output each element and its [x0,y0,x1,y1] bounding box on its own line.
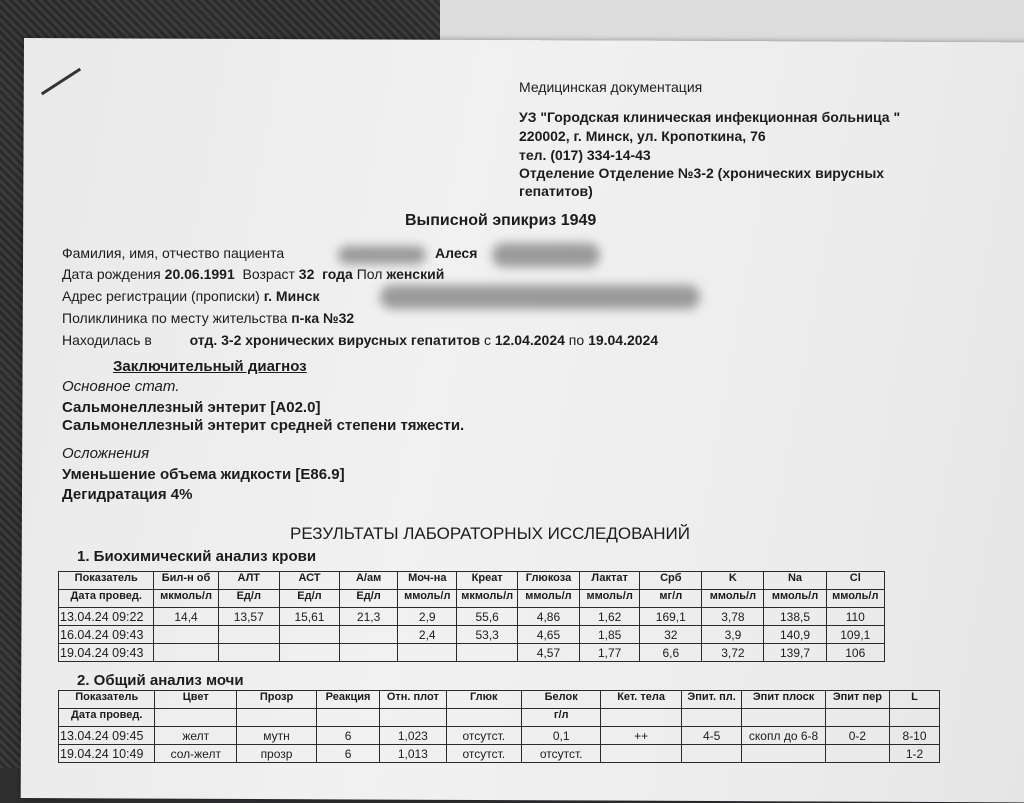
date-cell: 19.04.24 09:43 [59,644,154,662]
column-header [446,709,522,727]
value-cell [218,644,279,662]
value-cell: желт [155,727,237,745]
column-header: Белок [522,691,601,709]
dob-label: Дата рождения [62,266,161,282]
from-label: с [483,332,491,348]
main-diagnosis-1: Сальмонеллезный энтерит [A02.0] [62,399,321,416]
column-header [601,709,682,727]
value-cell: 3,9 [702,626,764,644]
stay-label: Находилась в [62,332,152,348]
column-header: Эпит пер [825,691,889,709]
column-header: ммоль/л [517,590,579,608]
dob: 20.06.1991 [164,266,235,282]
column-header: Дата провед. [59,590,154,608]
column-header [380,709,446,727]
urine-test-title: 2. Общий анализ мочи [77,672,244,689]
value-cell: 21,3 [340,608,398,626]
value-cell: 139,7 [764,644,826,662]
column-header: ммоль/л [580,590,640,608]
header-row [59,572,885,590]
value-cell: 1,023 [380,727,446,745]
column-header: Дата провед. [59,709,155,727]
date-cell: 13.04.24 09:45 [59,727,155,745]
date-cell: 19.04.24 10:49 [59,745,155,763]
column-header: Реакция [316,691,379,709]
age-label: Возраст [242,266,295,282]
clinic-line [62,310,354,326]
column-header: ммоль/л [702,590,764,608]
value-cell [340,644,398,662]
value-cell: 140,9 [764,626,826,644]
redaction [380,285,700,309]
redaction [338,246,426,264]
value-cell: 110 [826,608,884,626]
value-cell: 53,3 [457,626,518,644]
column-header [681,709,741,727]
value-cell: 169,1 [640,608,702,626]
value-cell: 0-2 [825,727,889,745]
address: г. Минск [263,288,320,304]
column-header: Срб [640,572,702,590]
complication-1: Уменьшение объема жидкости [E86.9] [62,466,345,483]
column-header: Na [764,572,826,590]
value-cell: скопл до 6-8 [742,727,825,745]
value-cell [457,644,518,662]
doc-type: Медицинская документация [519,79,703,95]
value-cell: 6,6 [640,644,702,662]
table-row [59,745,940,763]
value-cell: 4,86 [517,608,579,626]
value-cell: отсутст. [446,727,522,745]
column-header [316,709,379,727]
column-header: Лактат [580,572,640,590]
value-cell: 106 [826,644,884,662]
value-cell: мутн [237,727,317,745]
value-cell [742,745,825,763]
value-cell [279,644,339,662]
department-line-2: гепатитов) [519,183,593,199]
value-cell: 1,62 [580,608,640,626]
column-header: Эпит плоск [742,691,825,709]
urine-test-table [58,690,940,763]
main-diagnosis-2: Сальмонеллезный энтерит средней степени тяжести. [62,417,465,434]
date-from: 12.04.2024 [494,332,565,348]
value-cell: 3,72 [702,644,764,662]
blood-test-table [58,571,885,662]
name-label: Фамилия, имя, отчество пациента [62,245,285,261]
to-label: по [568,332,585,348]
column-header: А/ам [340,572,398,590]
value-cell [154,644,218,662]
value-cell: 15,61 [279,608,339,626]
value-cell: 1,013 [380,745,446,763]
column-header: Бил-н об [154,572,218,590]
value-cell [279,626,339,644]
value-cell [398,644,457,662]
column-header [742,709,825,727]
address-line [62,288,319,304]
column-header: АСТ [279,572,339,590]
sex: женский [386,266,445,282]
column-header: Моч-на [398,572,457,590]
value-cell: 8-10 [890,727,940,745]
department-line-1: Отделение Отделение №3-2 (хронических вирусных [519,165,885,181]
sex-label: Пол [356,266,383,282]
value-cell [825,745,889,763]
age: 32 [298,266,315,282]
value-cell: 14,4 [154,608,218,626]
institution-phone: тел. (017) 334-14-43 [519,147,651,163]
blood-test-title: 1. Биохимический анализ крови [77,548,317,565]
value-cell: 2,4 [398,626,457,644]
column-header [825,709,889,727]
header-row [59,691,940,709]
clinic: п-ка №32 [291,310,355,326]
column-header: Эпит. пл. [681,691,741,709]
lab-results-heading: РЕЗУЛЬТАТЫ ЛАБОРАТОРНЫХ ИССЛЕДОВАНИЙ [290,524,690,543]
column-header [155,709,237,727]
value-cell: 138,5 [764,608,826,626]
value-cell: 13,57 [218,608,279,626]
column-header: Ед/л [218,590,279,608]
column-header: K [702,572,764,590]
value-cell: 55,6 [457,608,518,626]
main-diagnosis-label: Основное стат. [62,378,180,395]
stay-line [62,332,658,348]
value-cell: 6 [316,745,379,763]
value-cell: 1,77 [580,644,640,662]
column-header: ммоль/л [398,590,457,608]
column-header: Показатель [59,572,154,590]
institution-address: 220002, г. Минск, ул. Кропоткина, 76 [519,128,766,144]
value-cell: 1,85 [580,626,640,644]
header-row [59,590,885,608]
value-cell: 4,57 [517,644,579,662]
value-cell: 0,1 [522,727,601,745]
clinic-label: Поликлиника по месту жительства [62,310,288,326]
table-row [59,608,885,626]
complication-2: Дегидратация 4% [62,486,193,503]
column-header: L [890,691,940,709]
value-cell: 109,1 [826,626,884,644]
column-header: АЛТ [218,572,279,590]
column-header: Показатель [59,691,155,709]
value-cell [218,626,279,644]
stay-department: отд. 3-2 хронических вирусных гепатитов [189,332,481,348]
column-header: Ед/л [340,590,398,608]
diagnosis-heading: Заключительный диагноз [113,358,307,375]
value-cell: 2,9 [398,608,457,626]
column-header: Глюкоза [517,572,579,590]
column-header: г/л [522,709,601,727]
value-cell [601,745,682,763]
value-cell: 6 [316,727,379,745]
value-cell: прозр [237,745,317,763]
value-cell: отсутст. [446,745,522,763]
value-cell [154,626,218,644]
redaction [492,243,600,267]
column-header: Отн. плот [380,691,446,709]
value-cell: отсутст. [522,745,601,763]
date-cell: 13.04.24 09:22 [59,608,154,626]
document-title: Выписной эпикриз 1949 [405,212,597,229]
table-row [59,727,940,745]
complications-label: Осложнения [62,445,150,462]
value-cell: 4-5 [681,727,741,745]
column-header: мг/л [640,590,702,608]
column-header: Cl [826,572,884,590]
dob-line [62,266,444,282]
age-unit: года [322,266,353,282]
column-header [237,709,317,727]
value-cell: 4,65 [517,626,579,644]
value-cell: 32 [640,626,702,644]
table-row [59,626,885,644]
header-row [59,709,940,727]
value-cell: сол-желт [155,745,237,763]
column-header: Глюк [446,691,522,709]
column-header: Цвет [155,691,237,709]
table-row [59,644,885,662]
date-to: 19.04.2024 [588,332,659,348]
date-cell: 16.04.24 09:43 [59,626,154,644]
column-header: ммоль/л [764,590,826,608]
column-header: Прозр [237,691,317,709]
address-label: Адрес регистрации (прописки) [62,288,260,304]
column-header: Ед/л [279,590,339,608]
value-cell: ++ [601,727,682,745]
first-name: Алеся [435,245,478,261]
column-header: ммоль/л [826,590,884,608]
column-header: Креат [457,572,518,590]
value-cell [681,745,741,763]
value-cell: 1-2 [890,745,940,763]
value-cell: 3,78 [702,608,764,626]
column-header: мкмоль/л [457,590,518,608]
column-header: мкмоль/л [154,590,218,608]
value-cell [340,626,398,644]
institution: УЗ "Городская клиническая инфекционная больница " [519,109,901,125]
column-header: Кет. тела [601,691,682,709]
column-header [890,709,940,727]
